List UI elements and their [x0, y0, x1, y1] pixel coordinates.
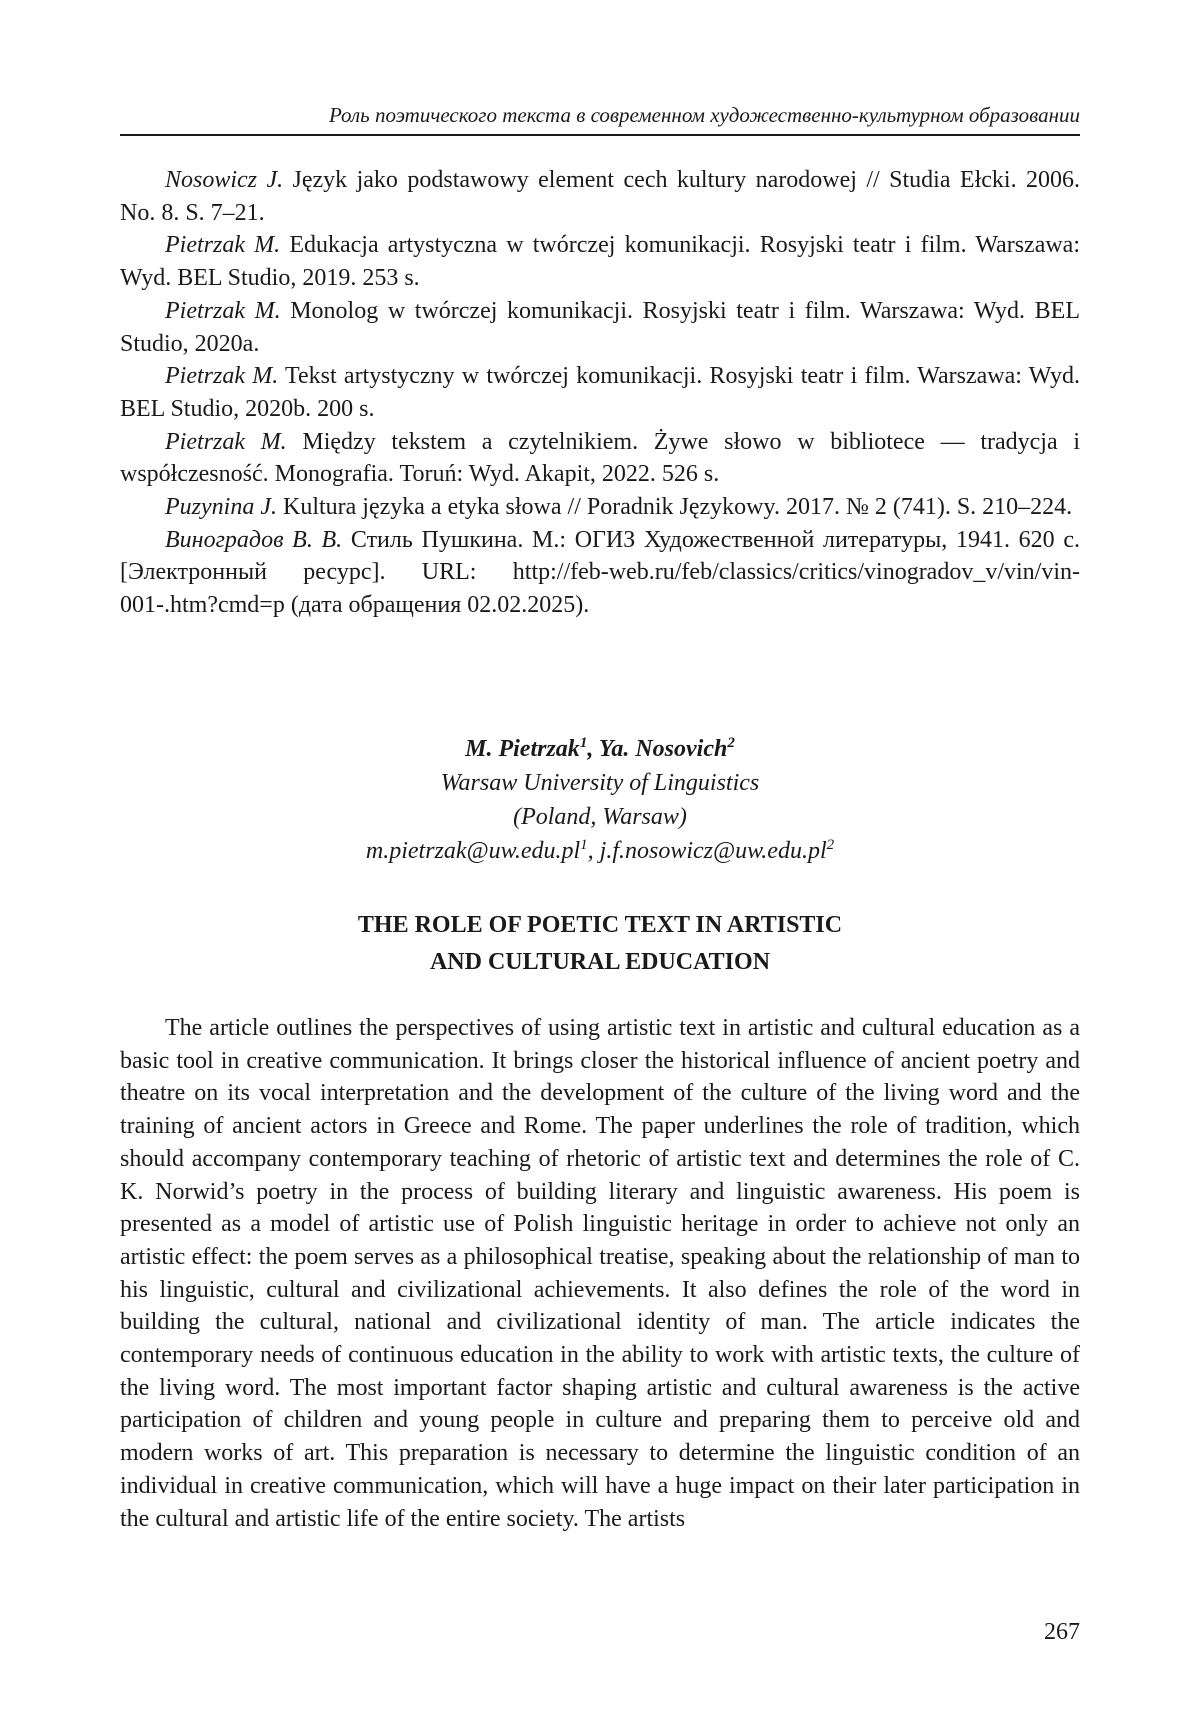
reference-entry	[120, 426, 1080, 491]
author-names	[120, 732, 1080, 766]
reference-author: Nosowicz J.	[165, 167, 284, 193]
title-line-1: THE ROLE OF POETIC TEXT IN ARTISTIC	[357, 912, 843, 938]
reference-entry	[120, 164, 1080, 229]
authors-block	[120, 732, 1080, 868]
page-number: 267	[1044, 1619, 1080, 1645]
author-separator: ,	[587, 736, 599, 762]
author-2-name: Ya. Nosovich	[598, 736, 728, 762]
reference-author: Pietrzak M.	[165, 297, 281, 324]
reference-entry	[120, 295, 1080, 360]
author-1-name: M. Pietrzak	[465, 736, 580, 762]
references-list	[120, 164, 1080, 622]
reference-text: Monolog w twórczej komunikacji. Rosyjski teatr i film. Warszawa: Wyd. BEL Studio, 2020a.	[120, 297, 1080, 357]
author-2-marker: 2	[727, 735, 735, 751]
affiliation-location: (Poland, Warsaw)	[513, 804, 687, 830]
reference-author: Pietrzak M.	[165, 428, 287, 455]
author-emails	[120, 834, 1080, 868]
reference-text: Między tekstem a czytelnikiem. Żywe słowo w bibliotece — tradycja i współczesność. Monografia. Toruń: Wyd. Akapit, 2022. 526 s.	[120, 428, 1080, 488]
running-header: Роль поэтического текста в современном художественно-культурном образовании	[328, 103, 1080, 127]
reference-entry	[120, 229, 1080, 294]
email-1[interactable]: m.pietrzak@uw.edu.pl	[365, 838, 581, 864]
reference-text: Стиль Пушкина. М.: ОГИЗ Художественной литературы, 1941. 620 с. [Электронный ресурс]. URL: http://feb-web.ru/feb/classics/critics/vinogradov_v/vin/vin-001-.htm?cmd=p (дата обращения 02.02.2025).	[120, 526, 1080, 619]
email-separator: ,	[587, 838, 600, 864]
reference-text: Język jako podstawowy element cech kultury narodowej // Studia Ełcki. 2006. No. 8. S. 7–21.	[120, 167, 1081, 226]
email-2-marker: 2	[826, 837, 835, 853]
title-line-2: AND CULTURAL EDUCATION	[429, 949, 771, 975]
reference-entry	[120, 491, 1080, 524]
article-title	[120, 907, 1080, 981]
affiliation: Warsaw University of Linguistics	[440, 770, 760, 796]
reference-author: Pietrzak M.	[165, 232, 281, 259]
header-rule	[120, 134, 1080, 136]
abstract-paragraph: The article outlines the perspectives of using artistic text in artistic and cultural education as a basic tool in creative communication. It brings closer the historical influence of ancient poetry and theatre on its vocal interpretation and the development of the culture of the living word and the training of ancient actors in Greece and Rome. The paper underlines the role of tradition, which should accompany contemporary teaching of rhetoric of artistic text and determines the role of C. K. Norwid’s poetry in the process of building literary and linguistic awareness. His poem is presented as a model of artistic use of Polish linguistic heritage in order to achieve not only an artistic effect: the poem serves as a philosophical treatise, speaking about the relationship of man to his linguistic, cultural and civilizational achievements. It also defines the role of the word in building the cultural, national and civilizational identity of man. The article indicates the contemporary needs of continuous education in the ability to work with artistic texts, the culture of the living word. The most important factor shaping artistic and cultural awareness is the active participation of children and young people in culture and preparing them to perceive old and modern works of art. This preparation is necessary to determine the linguistic condition of an individual in creative communication, which will have a huge impact on their later participation in the cultural and artistic life of the entire society. The artists	[120, 1015, 1080, 1532]
reference-entry	[120, 524, 1080, 622]
reference-entry	[120, 360, 1080, 425]
reference-text: Edukacja artystyczna w twórczej komunikacji. Rosyjski teatr i film. Warszawa: Wyd. BEL Studio, 2019. 253 s.	[120, 232, 1080, 292]
reference-author: Виноградов В. В.	[165, 526, 343, 553]
reference-text: Kultura języka a etyka słowa // Poradnik Językowy. 2017. № 2 (741). S. 210–224.	[276, 494, 1073, 521]
email-2[interactable]: j.f.nosowicz@uw.edu.pl	[599, 838, 827, 864]
reference-text: Tekst artystyczny w twórczej komunikacji. Rosyjski teatr i film. Warszawa: Wyd. BEL Studio, 2020b. 200 s.	[120, 363, 1080, 422]
author-1-marker: 1	[579, 735, 588, 751]
reference-author: Pietrzak M.	[165, 363, 279, 390]
email-1-marker: 1	[580, 837, 588, 853]
reference-author: Puzynina J.	[165, 494, 277, 521]
